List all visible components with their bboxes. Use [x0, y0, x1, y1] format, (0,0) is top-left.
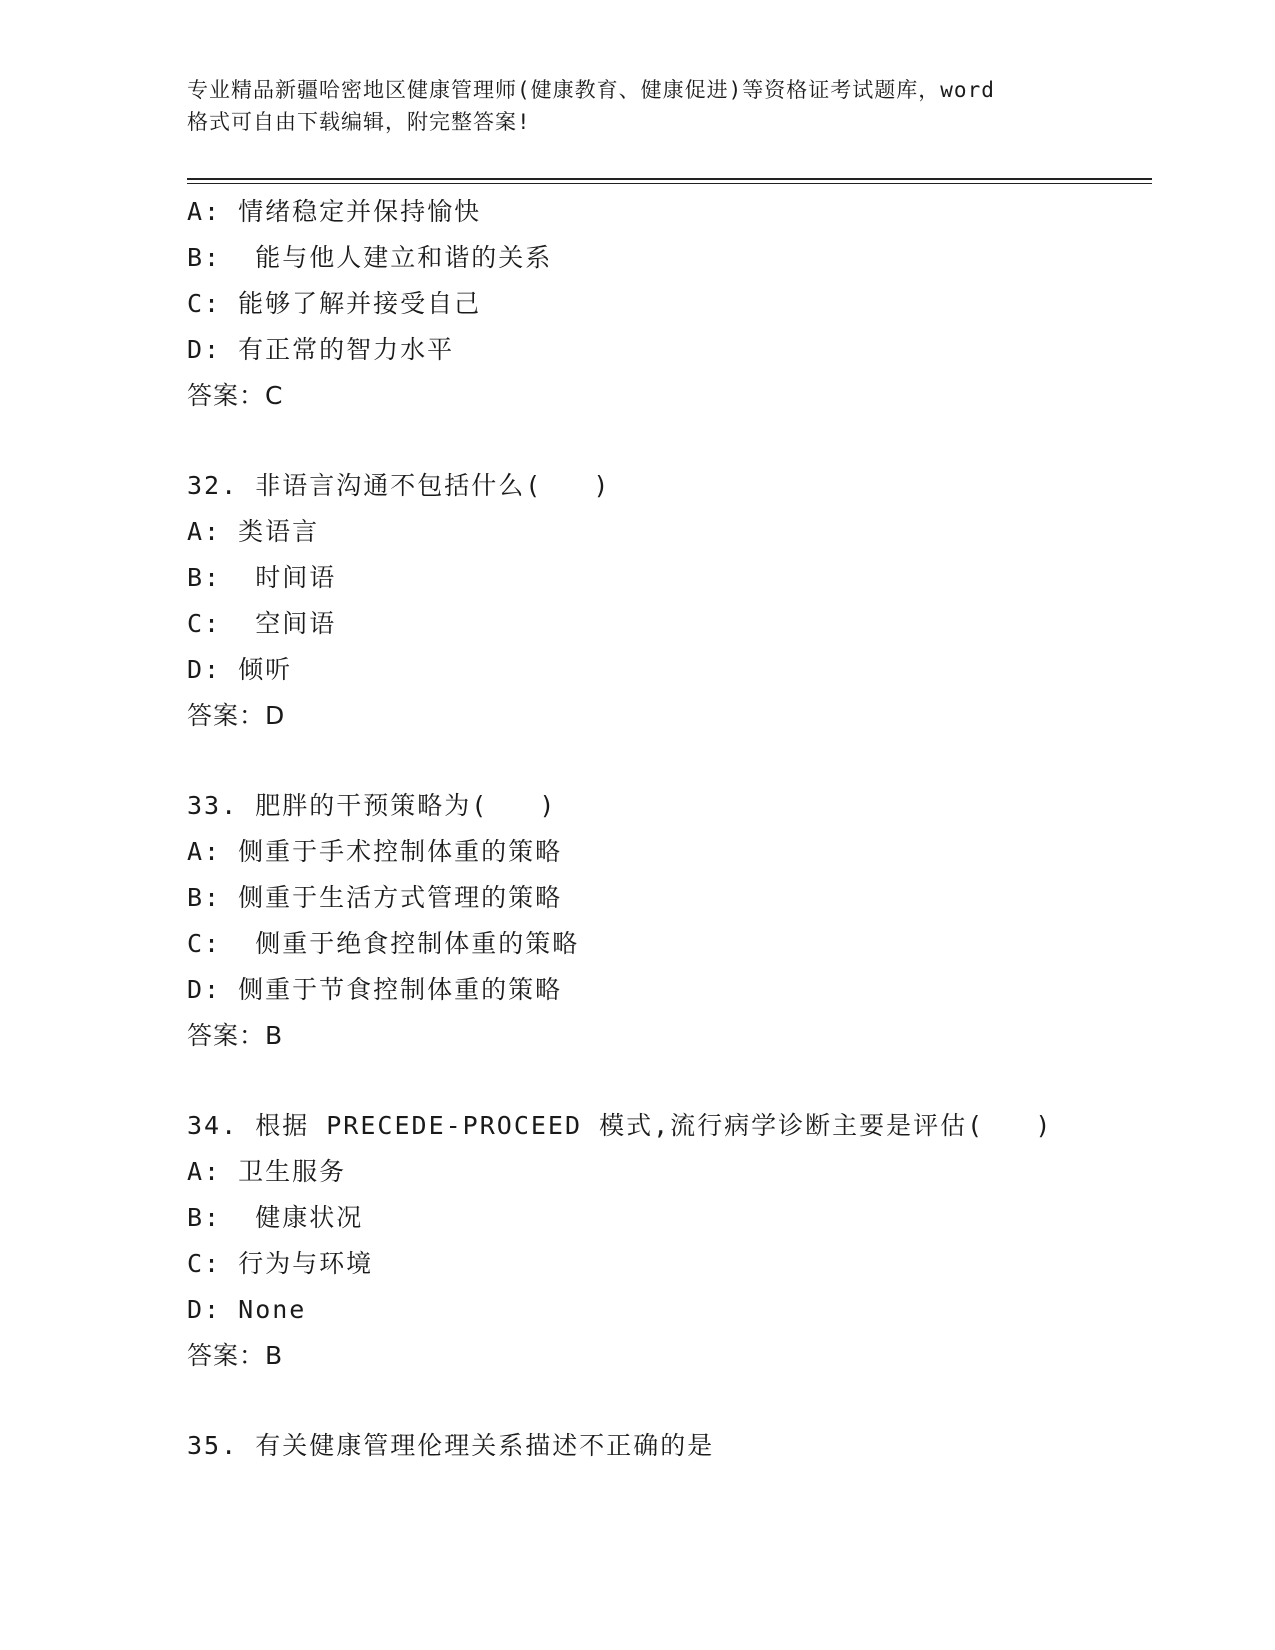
option-a: A: 卫生服务 [187, 1157, 347, 1186]
question-list [187, 189, 1152, 1469]
option-d: D: None [187, 1295, 307, 1324]
option-b: B: 健康状况 [187, 1203, 364, 1232]
question-34-block [187, 1103, 1152, 1379]
header-line-2: 格式可自由下载编辑，附完整答案! [187, 110, 531, 134]
option-d: D: 倾听 [187, 655, 293, 684]
option-a: A: 侧重于手术控制体重的策略 [187, 837, 563, 866]
spacer [187, 1059, 1152, 1103]
answer: 答案：B [187, 1341, 284, 1370]
question-text: 35. 有关健康管理伦理关系描述不正确的是 [187, 1431, 715, 1460]
question-text: 34. 根据 PRECEDE-PROCEED 模式,流行病学诊断主要是评估( ) [187, 1111, 1053, 1140]
option-c: C: 能够了解并接受自己 [187, 289, 482, 318]
option-b: B: 时间语 [187, 563, 337, 592]
header-line-1: 专业精品新疆哈密地区健康管理师(健康教育、健康促进)等资格证考试题库，word [187, 78, 995, 102]
option-b: B: 能与他人建立和谐的关系 [187, 243, 553, 272]
option-d: D: 侧重于节食控制体重的策略 [187, 975, 563, 1004]
question-33-block [187, 783, 1152, 1059]
option-a: A: 情绪稳定并保持愉快 [187, 197, 482, 226]
option-c: C: 侧重于绝食控制体重的策略 [187, 929, 580, 958]
option-c: C: 行为与环境 [187, 1249, 374, 1278]
answer: 答案：D [187, 701, 286, 730]
header-rule-top [187, 178, 1152, 180]
answer: 答案：C [187, 381, 284, 410]
question-text: 33. 肥胖的干预策略为( ) [187, 791, 557, 820]
question-text: 32. 非语言沟通不包括什么( ) [187, 471, 611, 500]
document-header [187, 74, 1087, 138]
option-a: A: 类语言 [187, 517, 320, 546]
option-c: C: 空间语 [187, 609, 337, 638]
answer: 答案：B [187, 1021, 284, 1050]
spacer [187, 739, 1152, 783]
spacer [187, 1379, 1152, 1423]
spacer [187, 419, 1152, 463]
question-35-block [187, 1423, 1152, 1469]
header-rule-bottom [187, 183, 1152, 184]
option-b: B: 侧重于生活方式管理的策略 [187, 883, 563, 912]
question-32-block [187, 463, 1152, 739]
option-d: D: 有正常的智力水平 [187, 335, 455, 364]
question-31-block [187, 189, 1152, 419]
